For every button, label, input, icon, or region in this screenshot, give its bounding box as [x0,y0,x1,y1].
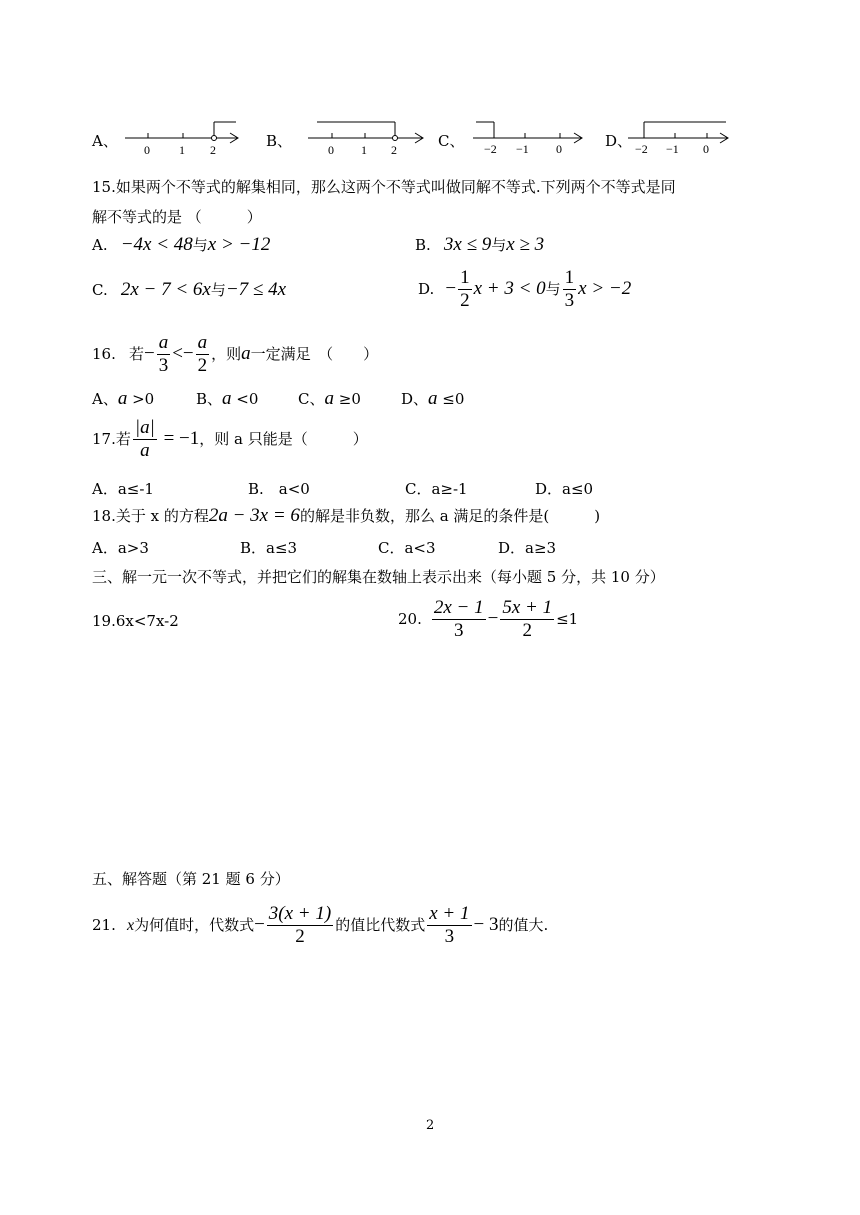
q15-d-label: D. [418,280,435,298]
q21-frac1-den: 2 [295,926,305,947]
q15-option-c [92,279,286,301]
q14-number-line-c [470,118,595,158]
section3-title: 三、解一元一次不等式，并把它们的解集在数轴上表示出来（每小题 5 分，共 10 分） [92,568,665,586]
q20-minus: − [487,608,499,629]
q15-d-frac1 [458,268,472,311]
q17-frac-num: |a| [134,417,155,438]
q16-frac1 [157,333,171,376]
q14-d-tick-1: −1 [666,142,679,156]
q16-option-b [196,388,258,410]
q21-neg: − [254,914,265,935]
q15-b-expr1: 3x ≤ 9 [443,234,492,255]
q15-c-mid: 与 [210,281,226,299]
q20-expression [398,598,578,641]
q18-stem [92,505,600,527]
q15-option-a [92,234,270,256]
q18-pre: 18.关于 x 的方程 [92,507,209,525]
q15-d-expr1: x + 3 < 0 [473,278,546,299]
q15-d-frac1-den: 2 [460,290,470,311]
q18-option-a: A．a>3 [92,539,149,557]
q15-b-mid: 与 [491,236,507,254]
q18-post: 的解是非负数，那么 a 满足的条件是( ) [299,507,601,525]
q16-tail-pre: ，则 [211,345,242,363]
q15-stem-line2: 解不等式的是 （ ） [92,208,262,226]
q14-d-tick-2: 0 [703,142,709,156]
q17-option-a: A．a≤-1 [92,480,154,498]
q21-minus3: − 3 [473,914,499,935]
q16-tail-post: 一定满足 （ ） [250,345,379,363]
q16-a-letter: A、 [92,390,118,408]
q15-d-neg: − [445,278,457,299]
q14-option-b-label: B、 [266,132,293,150]
q21-frac1-num: 3(x + 1) [268,903,332,924]
q14-d-tick-0: −2 [635,142,648,156]
q16-b-var: a [222,388,232,409]
q18-option-b: B．a≤3 [240,539,298,557]
q16-frac2-den: 2 [197,355,208,376]
q14-b-tick-1: 1 [361,143,367,157]
q16-option-c [298,388,361,410]
q14-option-d-label: D、 [605,132,633,150]
q17-frac-den: a [140,440,150,461]
q20-label: 20. [398,610,422,628]
q15-stem-line1: 15.如果两个不等式的解集相同，那么这两个不等式叫做同解不等式.下列两个不等式是同 [92,178,676,196]
q16-ruo: 若 [128,345,144,363]
q16-neg1: − [143,343,155,364]
q16-option-a [92,388,154,410]
q21-frac2-num: x + 1 [429,903,470,924]
q21-frac2-den: 3 [444,926,455,947]
q14-number-line-a [120,118,245,158]
q16-b-rel: <0 [231,390,259,408]
q16-tail-var: a [241,343,251,364]
q21-label: 21. [92,916,116,934]
q15-d-mid: 与 [545,280,561,298]
q14-b-tick-0: 0 [328,143,334,157]
q15-d-frac2-num: 1 [564,267,575,288]
q16-c-letter: C、 [298,390,325,408]
q14-number-line-b [305,118,430,158]
q17-eq: = −1 [158,428,200,449]
q15-option-b [415,234,544,256]
q17-option-b: B. a<0 [248,480,310,498]
q14-option-c-label: C、 [438,132,465,150]
q14-c-tick-0: −2 [484,142,497,156]
q20-frac2-den: 2 [522,620,532,641]
q14-c-tick-1: −1 [516,142,529,156]
q21-text2: 的值比代数式 [335,916,426,934]
q21-frac1 [267,904,333,947]
q21-stem [92,904,548,947]
q15-option-d [418,268,631,311]
page-number: 2 [426,1118,435,1133]
q18-option-c: C．a<3 [378,539,436,557]
q15-d-expr2: x > −2 [578,278,632,299]
q21-frac2 [427,904,471,947]
q14-a-tick-1: 1 [179,143,185,157]
q15-d-frac2-den: 3 [564,290,575,311]
q16-a-var: a [117,388,128,409]
q21-var: x [126,917,135,934]
q17-frac [133,418,157,461]
q15-a-mid: 与 [192,236,208,254]
q16-frac1-den: 3 [158,355,169,376]
q17-stem [92,418,368,461]
q15-a-label: A. [92,236,108,254]
q16-c-var: a [324,388,334,409]
q20-frac1 [432,598,486,641]
q17-post: ，则 a 只能是（ ） [199,430,368,448]
q16-lt: < [172,343,183,364]
q18-option-d: D．a≥3 [498,539,557,557]
q17-option-c: C．a≥-1 [405,480,468,498]
q18-expr: 2a − 3x = 6 [208,505,300,526]
q14-a-tick-0: 0 [144,143,150,157]
q16-a-rel: >0 [127,390,155,408]
q16-label: 16. [92,345,116,363]
q14-a-tick-2: 2 [210,143,216,157]
q15-b-label: B. [415,236,431,254]
q16-stem [92,333,378,376]
q20-frac2 [500,598,554,641]
q16-frac2 [196,333,210,376]
q15-b-expr2: x ≥ 3 [506,234,545,255]
q16-option-d [401,388,464,410]
q20-tail: ≤1 [556,610,579,628]
q16-neg2: − [182,343,194,364]
q16-b-letter: B、 [196,390,223,408]
q20-frac2-num: 5x + 1 [502,597,553,618]
q14-number-line-d [625,118,735,158]
q15-c-expr1: 2x − 7 < 6x [120,279,211,300]
q17-pre: 17.若 [92,430,131,448]
q14-b-tick-2: 2 [391,143,397,157]
q16-d-rel: ≤0 [437,390,465,408]
q17-option-d: D．a≤0 [535,480,594,498]
q15-a-expr1: −4x < 48 [120,234,193,255]
q15-c-label: C. [92,281,108,299]
q21-text1: 为何值时，代数式 [134,916,255,934]
q20-frac1-den: 3 [453,620,464,641]
q15-d-frac2 [563,268,577,311]
q14-c-tick-2: 0 [556,142,562,156]
q16-d-var: a [428,388,438,409]
q15-a-expr2: x > −12 [207,234,271,255]
q16-d-letter: D、 [401,390,429,408]
q16-c-rel: ≥0 [333,390,361,408]
q16-frac2-num: a [197,332,208,353]
q19-text: 19.6x<7x-2 [92,612,179,630]
q20-frac1-num: 2x − 1 [433,597,484,618]
q15-d-frac1-num: 1 [460,267,470,288]
section5-title: 五、解答题（第 21 题 6 分） [92,870,290,888]
q14-option-a-label: A、 [92,132,118,150]
q21-text3: 的值大. [498,916,549,934]
q16-frac1-num: a [158,332,169,353]
q15-c-expr2: −7 ≤ 4x [225,279,287,300]
